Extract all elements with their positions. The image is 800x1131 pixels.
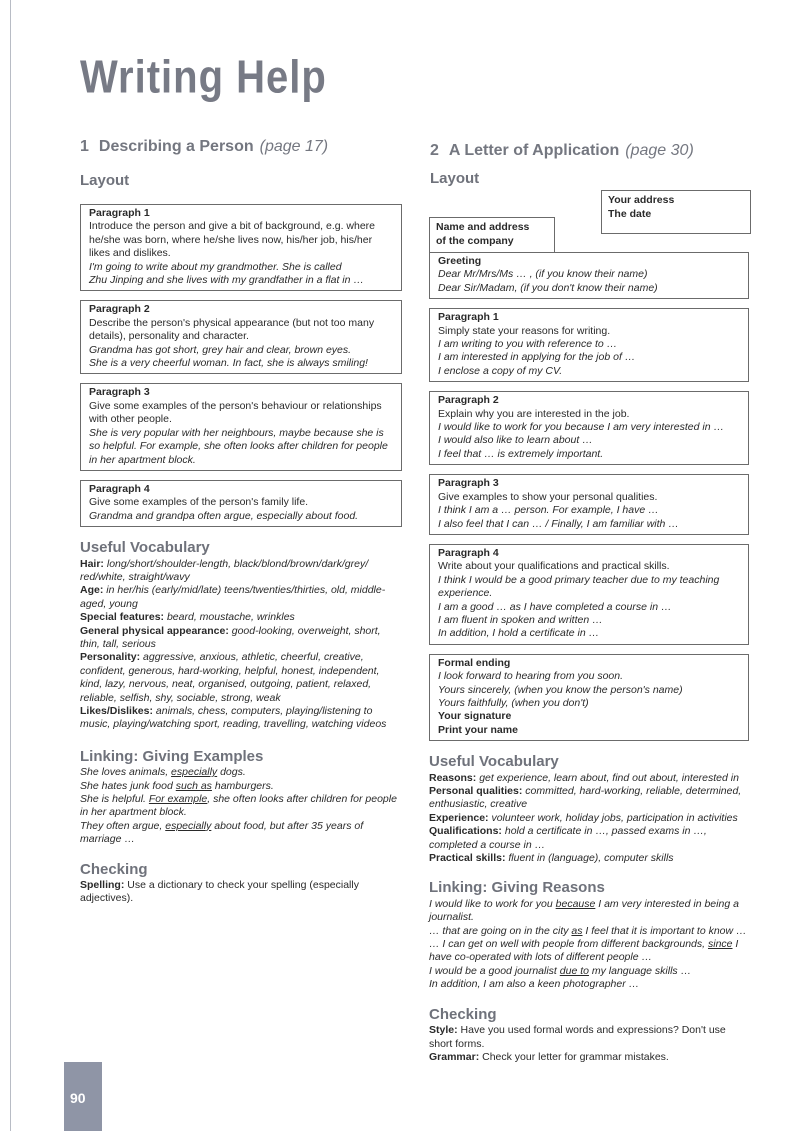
formal-ending-line: I look forward to hearing from you soon. (438, 670, 624, 683)
vocab-entry-text: committed, hard-working, reliable, determined, enthusiastic, creative (429, 785, 742, 811)
linking-example (80, 793, 402, 820)
layout-box-example: I am interested in applying for the job of … (438, 351, 636, 364)
layout-box-example: I would also like to learn about … (438, 434, 593, 447)
vocab-entry (429, 852, 749, 865)
layout-box-example: I feel that … is extremely important. (438, 447, 604, 460)
section-2-number: 2 (430, 142, 439, 159)
section-2-checking (429, 1024, 749, 1064)
checking-entry-text: Have you used formal words and expressions? Don't use short forms. (429, 1024, 726, 1050)
vocab-entry-text: hold a certificate in …, passed exams in …, completed a course in … (429, 825, 707, 851)
linking-text: She is helpful. (80, 793, 149, 806)
layout-box-head: Paragraph 2 (438, 394, 499, 407)
section-2-vocabulary (429, 772, 749, 866)
paragraph-head: Paragraph 3 (89, 386, 150, 399)
paragraph-box (80, 204, 402, 291)
section-2-checking-heading: Checking (429, 1005, 497, 1023)
paragraph-desc: Describe the person's physical appearance (but not too many details), personality and character. (89, 316, 375, 343)
page-edge-rule (10, 0, 11, 1131)
layout-box-head: Paragraph 1 (438, 311, 499, 324)
page-title: Writing Help (80, 52, 327, 103)
paragraph-example: Zhu Jinping and she lives with my grandfather in a flat in … (89, 274, 364, 287)
linking-text: my language skills … (588, 964, 692, 977)
vocab-entry-label: Hair: (80, 557, 104, 570)
layout-box-example: In addition, I hold a certificate in … (438, 627, 600, 640)
layout-box-desc: Simply state your reasons for writing. (438, 324, 611, 337)
layout-box-example: I am a good … as I have completed a course in … (438, 600, 672, 613)
section-2-column (429, 252, 749, 1064)
vocab-entry-text: aggressive, anxious, athletic, cheerful, creative, confident, generous, hard-working, helpful, honest, independent, kind, lazy, nervous, neat, organised, outgoing, patient, relaxed, reliable, selfish, shy, sociable, strong, weak (80, 651, 380, 704)
print-name-label: Print your name (438, 723, 518, 736)
vocab-entry-label: Reasons: (429, 771, 477, 784)
vocab-entry (80, 705, 402, 732)
section-2-linking (429, 898, 749, 992)
vocab-entry-label: Age: (80, 584, 104, 597)
linking-text: They often argue, (80, 819, 166, 832)
vocab-entry-label: Qualifications: (429, 825, 502, 838)
paragraph-desc: Give some examples of the person's behaviour or relationships with other people. (89, 399, 382, 426)
checking-entry (80, 879, 402, 906)
checking-entry (429, 1024, 749, 1051)
checking-entry-text: Check your letter for grammar mistakes. (482, 1050, 669, 1063)
vocab-entry (80, 584, 402, 611)
vocab-entry-label: Practical skills: (429, 852, 506, 865)
vocab-entry (429, 812, 749, 825)
your-address-box (601, 190, 751, 234)
linking-example (429, 925, 749, 938)
vocab-entry (429, 772, 749, 785)
layout-box-head: Greeting (438, 255, 482, 267)
vocab-entry-text: in her/his (early/mid/late) teens/twenties/thirties, old, middle-aged, young (80, 584, 386, 610)
layout-box-example: I would like to work for you because I am very interested in … (438, 421, 724, 434)
paragraph-desc: Give some examples of the person's family life. (89, 496, 309, 509)
layout-box-example: I think I would be a good primary teacher due to my teaching experience. (438, 573, 720, 600)
signature-label: Your signature (438, 710, 512, 723)
checking-entry (429, 1051, 749, 1064)
section-1-number: 1 (80, 138, 89, 155)
vocab-entry-label: General physical appearance: (80, 624, 229, 637)
linking-word: because (555, 897, 596, 910)
formal-ending-line: Yours faithfully, (when you don't) (438, 696, 589, 709)
linking-text: … that are going on in the city (429, 924, 572, 937)
linking-text: I would like to work for you (429, 897, 556, 910)
vocab-entry-text: volunteer work, holiday jobs, participation in activities (491, 811, 738, 824)
linking-text: I would be a good journalist (429, 964, 560, 977)
linking-text: I am very interested in being a journalist. (429, 897, 739, 924)
section-1-checking-heading: Checking (80, 860, 148, 878)
checking-entry-text: Use a dictionary to check your spelling (especially adjectives). (80, 879, 359, 905)
vocab-entry-label: Special features: (80, 611, 165, 624)
paragraph-head: Paragraph 4 (89, 482, 150, 495)
section-1-linking-heading: Linking: Giving Examples (80, 747, 264, 765)
linking-word: especially (171, 766, 218, 779)
layout-box (429, 308, 749, 382)
section-1-linking (80, 766, 402, 846)
vocab-entry-text: get experience, learn about, find out about, interested in (479, 771, 739, 784)
section-1-column (80, 204, 402, 906)
paragraph-desc: Introduce the person and give a bit of background, e.g. where he/she was born, where he/she lives now, his/her job, his/her likes and dislikes. (89, 220, 376, 260)
layout-box-example: I am writing to you with reference to … (438, 338, 618, 351)
section-1-paragraph-boxes (80, 204, 402, 527)
linking-word: since (707, 938, 733, 951)
linking-example (429, 978, 749, 991)
linking-text: In addition, I am also a keen photographer … (429, 978, 640, 991)
linking-word: due to (559, 964, 589, 977)
paragraph-box (80, 300, 402, 374)
linking-text: dogs. (217, 766, 246, 779)
vocab-entry (80, 625, 402, 652)
vocab-entry (429, 825, 749, 852)
company-address-box (429, 217, 555, 253)
layout-box-desc: Write about your qualifications and practical skills. (438, 560, 670, 573)
formal-ending-head: Formal ending (438, 656, 511, 669)
section-1-vocabulary (80, 558, 402, 732)
linking-example (80, 766, 402, 779)
vocab-entry-label: Experience: (429, 811, 489, 824)
section-1-layout-heading: Layout (80, 172, 130, 189)
checking-entry-label: Spelling: (80, 879, 125, 892)
paragraph-example: Grandma has got short, grey hair and clear, brown eyes. (89, 343, 352, 356)
layout-box-head: Paragraph 4 (438, 546, 499, 559)
linking-text: , she often looks after children for people in her apartment block. (80, 793, 397, 819)
layout-box-example: I think I am a … person. For example, I have … (438, 504, 659, 517)
linking-word: especially (165, 819, 212, 832)
layout-box (429, 252, 749, 299)
layout-box-example: Dear Mr/Mrs/Ms … , (if you know their name) (438, 268, 648, 281)
paragraph-example: She is a very cheerful woman. In fact, she is always smiling! (89, 357, 368, 370)
linking-text: I have co-operated with lots of different people … (429, 938, 739, 964)
linking-example (429, 898, 749, 925)
linking-example (80, 820, 402, 847)
section-1-title (80, 138, 328, 156)
paragraph-head: Paragraph 2 (89, 303, 150, 316)
vocab-entry (429, 785, 749, 812)
layout-box (429, 391, 749, 465)
linking-text: about food, but after 35 years of marriage … (80, 819, 364, 846)
layout-box-desc: Explain why you are interested in the job. (438, 407, 630, 420)
linking-text: She loves animals, (80, 766, 172, 779)
the-date-label: The date (608, 208, 652, 220)
section-2-title (430, 142, 694, 160)
linking-text: I feel that it is important to know … (582, 924, 747, 937)
linking-word: For example (148, 793, 208, 806)
paragraph-box (80, 480, 402, 527)
section-2-title-text: A Letter of Application (448, 142, 620, 159)
vocab-entry (80, 651, 402, 705)
section-1-page-ref: (page 17) (259, 138, 329, 155)
linking-text: … I can get on well with people from different backgrounds, (429, 938, 708, 951)
vocab-entry-label: Likes/Dislikes: (80, 705, 153, 717)
linking-text: She hates junk food (80, 779, 176, 792)
section-2-vocab-heading: Useful Vocabulary (429, 753, 559, 771)
section-1-title-text: Describing a Person (98, 138, 254, 155)
name-address-label: Name and address (436, 221, 530, 233)
linking-example (429, 938, 749, 965)
vocab-entry (80, 611, 402, 624)
layout-box-example: I also feel that I can … / Finally, I am familiar with … (438, 517, 679, 530)
vocab-entry-text: beard, moustache, wrinkles (166, 611, 295, 624)
vocab-entry-text: long/short/shoulder-length, black/blond/brown/dark/grey/ red/white, straight/wavy (80, 557, 369, 583)
of-company-label: of the company (436, 235, 514, 247)
layout-box-example: Dear Sir/Madam, (if you don't know their name) (438, 281, 658, 294)
layout-box-head: Paragraph 3 (438, 477, 499, 490)
linking-example (429, 965, 749, 978)
layout-box-example: I enclose a copy of my CV. (438, 364, 563, 377)
checking-entry-label: Grammar: (429, 1050, 480, 1063)
checking-entry-label: Style: (429, 1024, 458, 1037)
layout-box-example: I am fluent in spoken and written … (438, 613, 603, 626)
paragraph-box (80, 383, 402, 470)
vocab-entry-text: good-looking, overweight, short, thin, tall, serious (80, 624, 381, 650)
paragraph-example: She is very popular with her neighbours, maybe because she is so helpful. For example, she often looks after children for people in her apartment block. (89, 426, 388, 466)
section-1-vocab-heading: Useful Vocabulary (80, 539, 210, 557)
section-1-checking (80, 879, 402, 906)
layout-box-desc: Give examples to show your personal qualities. (438, 490, 658, 503)
vocab-entry (80, 558, 402, 585)
your-address-label: Your address (608, 194, 675, 206)
formal-ending-box (429, 654, 749, 741)
vocab-entry-text: fluent in (language), computer skills (508, 852, 674, 865)
paragraph-example: Grandma and grandpa often argue, especially about food. (89, 509, 359, 522)
paragraph-head: Paragraph 1 (89, 207, 150, 219)
section-2-page-ref: (page 30) (625, 142, 694, 159)
linking-example (80, 780, 402, 793)
section-2-boxes (429, 252, 749, 645)
layout-box (429, 474, 749, 535)
page-number: 90 (70, 1090, 86, 1106)
vocab-entry-text: animals, chess, computers, playing/listening to music, playing/watching sport, reading, travelling, watching videos (80, 705, 387, 731)
linking-word: as (571, 924, 583, 937)
paragraph-example: I'm going to write about my grandmother. She is called (89, 260, 342, 273)
linking-word: such as (175, 779, 212, 792)
section-2-linking-heading: Linking: Giving Reasons (429, 879, 605, 897)
layout-box (429, 544, 749, 645)
section-2-layout-heading: Layout (430, 170, 480, 187)
vocab-entry-label: Personal qualities: (429, 785, 523, 797)
linking-text: hamburgers. (211, 779, 274, 792)
formal-ending-line: Yours sincerely, (when you know the person's name) (438, 683, 683, 696)
vocab-entry-label: Personality: (80, 651, 141, 664)
